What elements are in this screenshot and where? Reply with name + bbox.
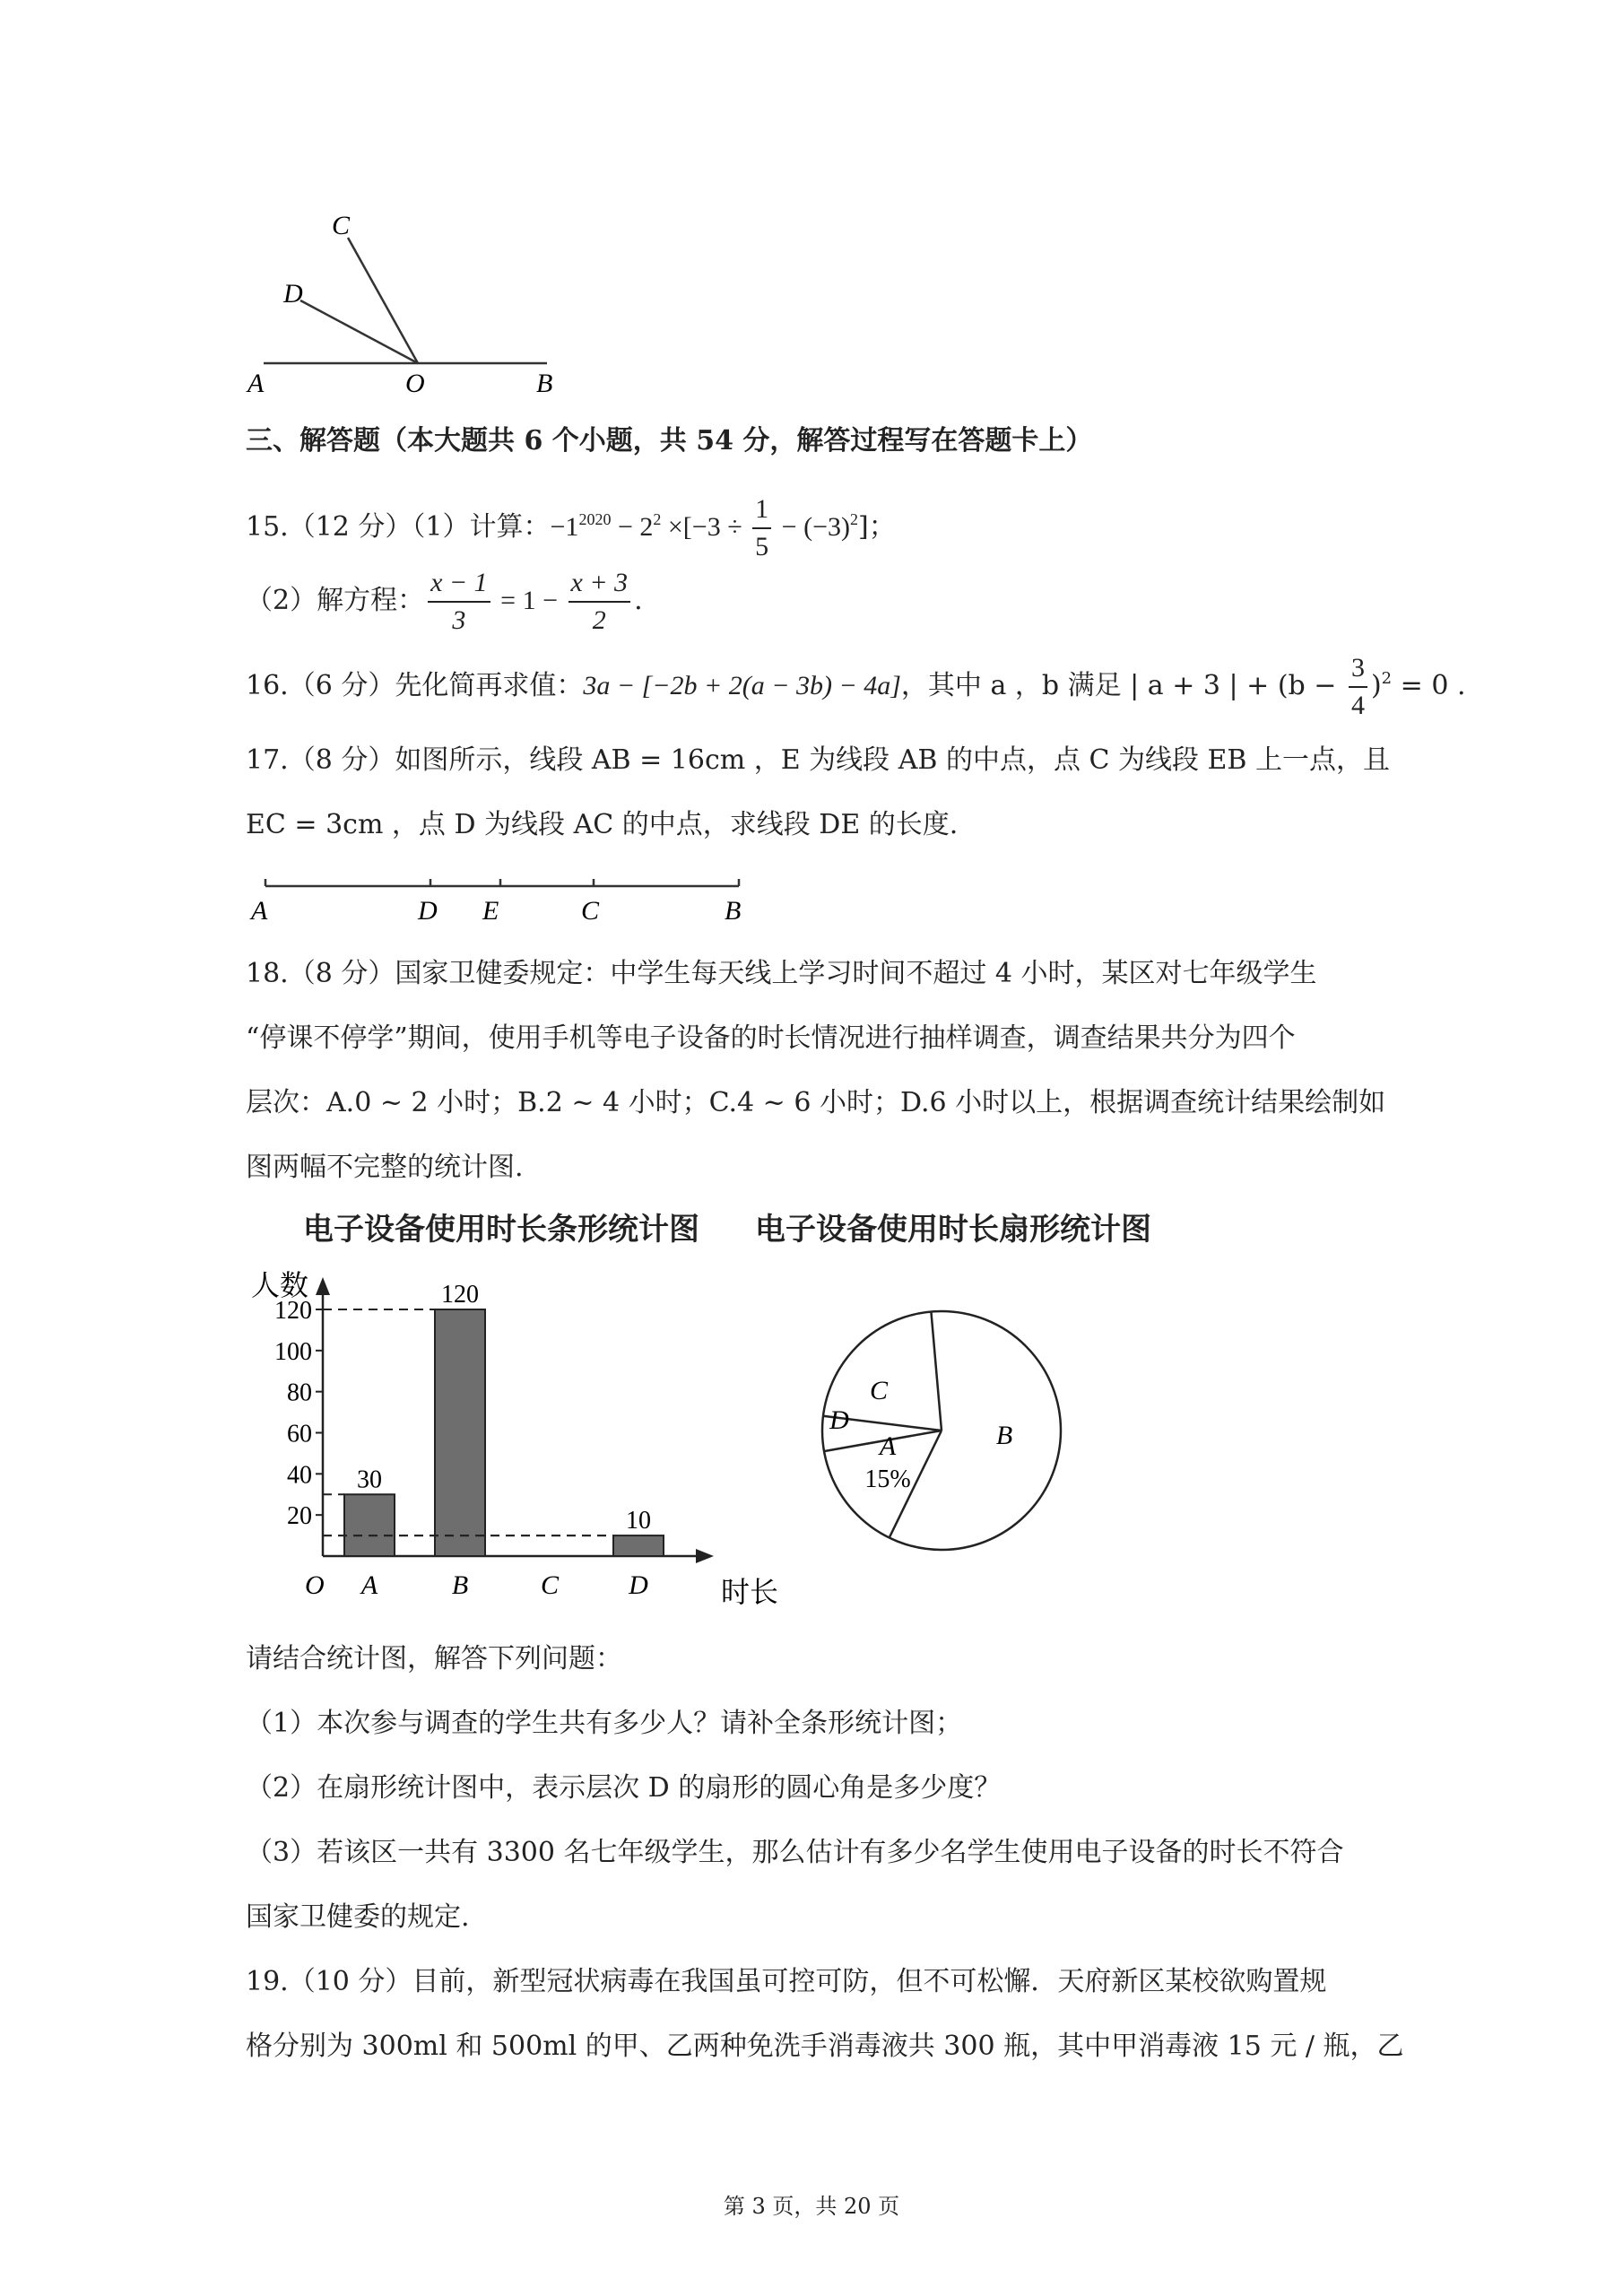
pie-chart-title: 电子设备使用时长扇形统计图: [755, 1213, 1151, 1247]
question-17-line2: EC = 3cm ，点 D 为线段 AC 的中点，求线段 DE 的长度.: [246, 809, 959, 840]
page-footer: 第 3 页，共 20 页: [723, 2194, 900, 2219]
question-18-line1: 18.（8 分）国家卫健委规定：中学生每天线上学习时间不超过 4 小时，某区对七年级学生: [246, 958, 1317, 989]
question-18-line2: “停课不停学”期间，使用手机等电子设备的时长情况进行抽样调查，调查结果共分为四个: [246, 1022, 1296, 1054]
q15-f2-num: x + 3: [568, 565, 631, 603]
q15-frac-num: 1: [752, 491, 771, 529]
q16-eq: = 0 .: [1392, 670, 1466, 701]
seg-label-d: D: [418, 896, 438, 924]
x-tick-label-d: D: [629, 1570, 648, 1600]
question-18-prompt: 请结合统计图，解答下列问题：: [246, 1643, 622, 1674]
pie-slice-boundary: [931, 1312, 942, 1431]
x-tick-label-b: B: [451, 1570, 469, 1600]
label-b: B: [536, 369, 553, 398]
q15-sup-a: 2020: [578, 510, 612, 528]
y-tick-label: 20: [287, 1502, 312, 1531]
pie-slice-label-a: A: [879, 1431, 897, 1461]
section-title: 三、解答题（本大题共 6 个小题，共 54 分，解答过程写在答题卡上）: [246, 425, 1093, 457]
pie-slice-label-b: B: [995, 1421, 1013, 1450]
bar-chart-title: 电子设备使用时长条形统计图: [303, 1213, 699, 1247]
q15-frac-den: 5: [755, 532, 769, 561]
label-a: A: [247, 369, 265, 398]
q15-fraction-1: [428, 565, 490, 639]
q16-frac-den: 4: [1350, 691, 1365, 720]
q15-mid: = 1 −: [493, 586, 565, 615]
q15-number: 15.（12 分）（1）计算：: [246, 511, 551, 543]
q15-end: .: [634, 585, 643, 616]
bar-chart-origin: O: [305, 1570, 325, 1600]
bar-value-label-d: 10: [626, 1507, 651, 1535]
seg-label-b: B: [725, 896, 742, 924]
pie-slice-percent-a: 15%: [864, 1465, 911, 1493]
q15-sup-d: 2: [849, 510, 858, 528]
question-18-sub3b: 国家卫健委的规定.: [246, 1901, 470, 1933]
y-tick-label: 120: [274, 1297, 312, 1325]
x-tick-label-c: C: [540, 1570, 560, 1600]
y-axis-arrow: [316, 1277, 330, 1295]
q15-expr-a: −1: [550, 512, 579, 542]
pie-slice-label-c: C: [869, 1376, 889, 1405]
seg-label-c: C: [581, 896, 600, 924]
q15-expr-c: ×[−3 ÷: [661, 512, 750, 542]
y-tick-label: 80: [287, 1378, 312, 1407]
question-15-part2: [246, 565, 643, 639]
q15-expr-b: − 2: [611, 512, 654, 542]
seg-label-e: E: [482, 896, 499, 924]
x-axis-arrow: [696, 1549, 714, 1563]
question-15-part1: [246, 491, 896, 565]
q15-fraction-2: [568, 565, 631, 639]
question-17-line1: 17.（8 分）如图所示，线段 AB = 16cm ，E 为线段 AB 的中点，点 C 为线段 EB 上一点，且: [246, 744, 1391, 776]
q15-fraction: [752, 491, 771, 565]
label-c: C: [332, 211, 351, 240]
question-18-line4: 图两幅不完整的统计图.: [246, 1152, 524, 1183]
q16-frac-num: 3: [1349, 650, 1367, 688]
q15-sup-b: 2: [653, 510, 662, 528]
q15-part2-label: （2）解方程：: [246, 585, 425, 616]
question-19-line2: 格分别为 300ml 和 500ml 的甲、乙两种免洗手消毒液共 300 瓶，其中甲消毒液 15 元 / 瓶，乙: [246, 2031, 1404, 2062]
bar-chart: [242, 1202, 798, 1623]
question-18-line3: 层次：A.0 ~ 2 小时；B.2 ~ 4 小时；C.4 ~ 6 小时；D.6 小时以上，根据调查统计结果绘制如: [246, 1087, 1386, 1118]
bar-value-label-a: 30: [357, 1465, 382, 1494]
y-tick-label: 40: [287, 1461, 312, 1490]
question-19-line1: 19.（10 分）目前，新型冠状病毒在我国虽可控可防，但不可松懈．天府新区某校欲购置规: [246, 1966, 1327, 1997]
q15-f1-den: 3: [452, 605, 466, 635]
q15-expr-e: ]；: [857, 511, 896, 543]
label-d: D: [283, 279, 303, 309]
bar-chart-xlabel: 时长: [721, 1576, 779, 1608]
q16-text: 16.（6 分）先化简再求值：: [246, 670, 584, 701]
question-18-sub1: （1）本次参与调查的学生共有多少人？请补全条形统计图；: [246, 1708, 963, 1739]
pie-slice-label-d: D: [829, 1405, 849, 1435]
bar-b: [435, 1309, 485, 1556]
q16-expr: 3a − [−2b + 2(a − 3b) − 4a]: [583, 671, 901, 700]
q16-cond: ，其中 a ，b 满足 | a + 3 | + (b −: [900, 670, 1345, 701]
q15-expr-d: − (−3): [775, 512, 850, 542]
question-18-sub3a: （3）若该区一共有 3300 名七年级学生，那么估计有多少名学生使用电子设备的时长不符合: [246, 1837, 1344, 1868]
bar-d: [613, 1535, 664, 1556]
x-tick-label-a: A: [360, 1570, 378, 1600]
bar-a: [344, 1494, 395, 1556]
q16-cond-end: ): [1370, 670, 1382, 701]
q16-fraction: [1349, 650, 1367, 724]
q15-f1-num: x − 1: [428, 565, 490, 603]
seg-label-a: A: [251, 896, 268, 924]
segment-figure: [242, 870, 762, 924]
bar-chart-ylabel: 人数: [251, 1269, 309, 1301]
label-o: O: [405, 369, 425, 398]
pie-chart: [744, 1202, 1211, 1578]
q15-f2-den: 2: [592, 605, 606, 635]
question-16: [246, 650, 1465, 724]
question-18-sub2: （2）在扇形统计图中，表示层次 D 的扇形的圆心角是多少度？: [246, 1772, 1002, 1804]
q16-sup: 2: [1381, 669, 1393, 688]
y-tick-label: 100: [274, 1337, 312, 1366]
bar-value-label-b: 120: [441, 1281, 479, 1309]
y-tick-label: 60: [287, 1420, 312, 1448]
angle-figure: [242, 202, 574, 408]
